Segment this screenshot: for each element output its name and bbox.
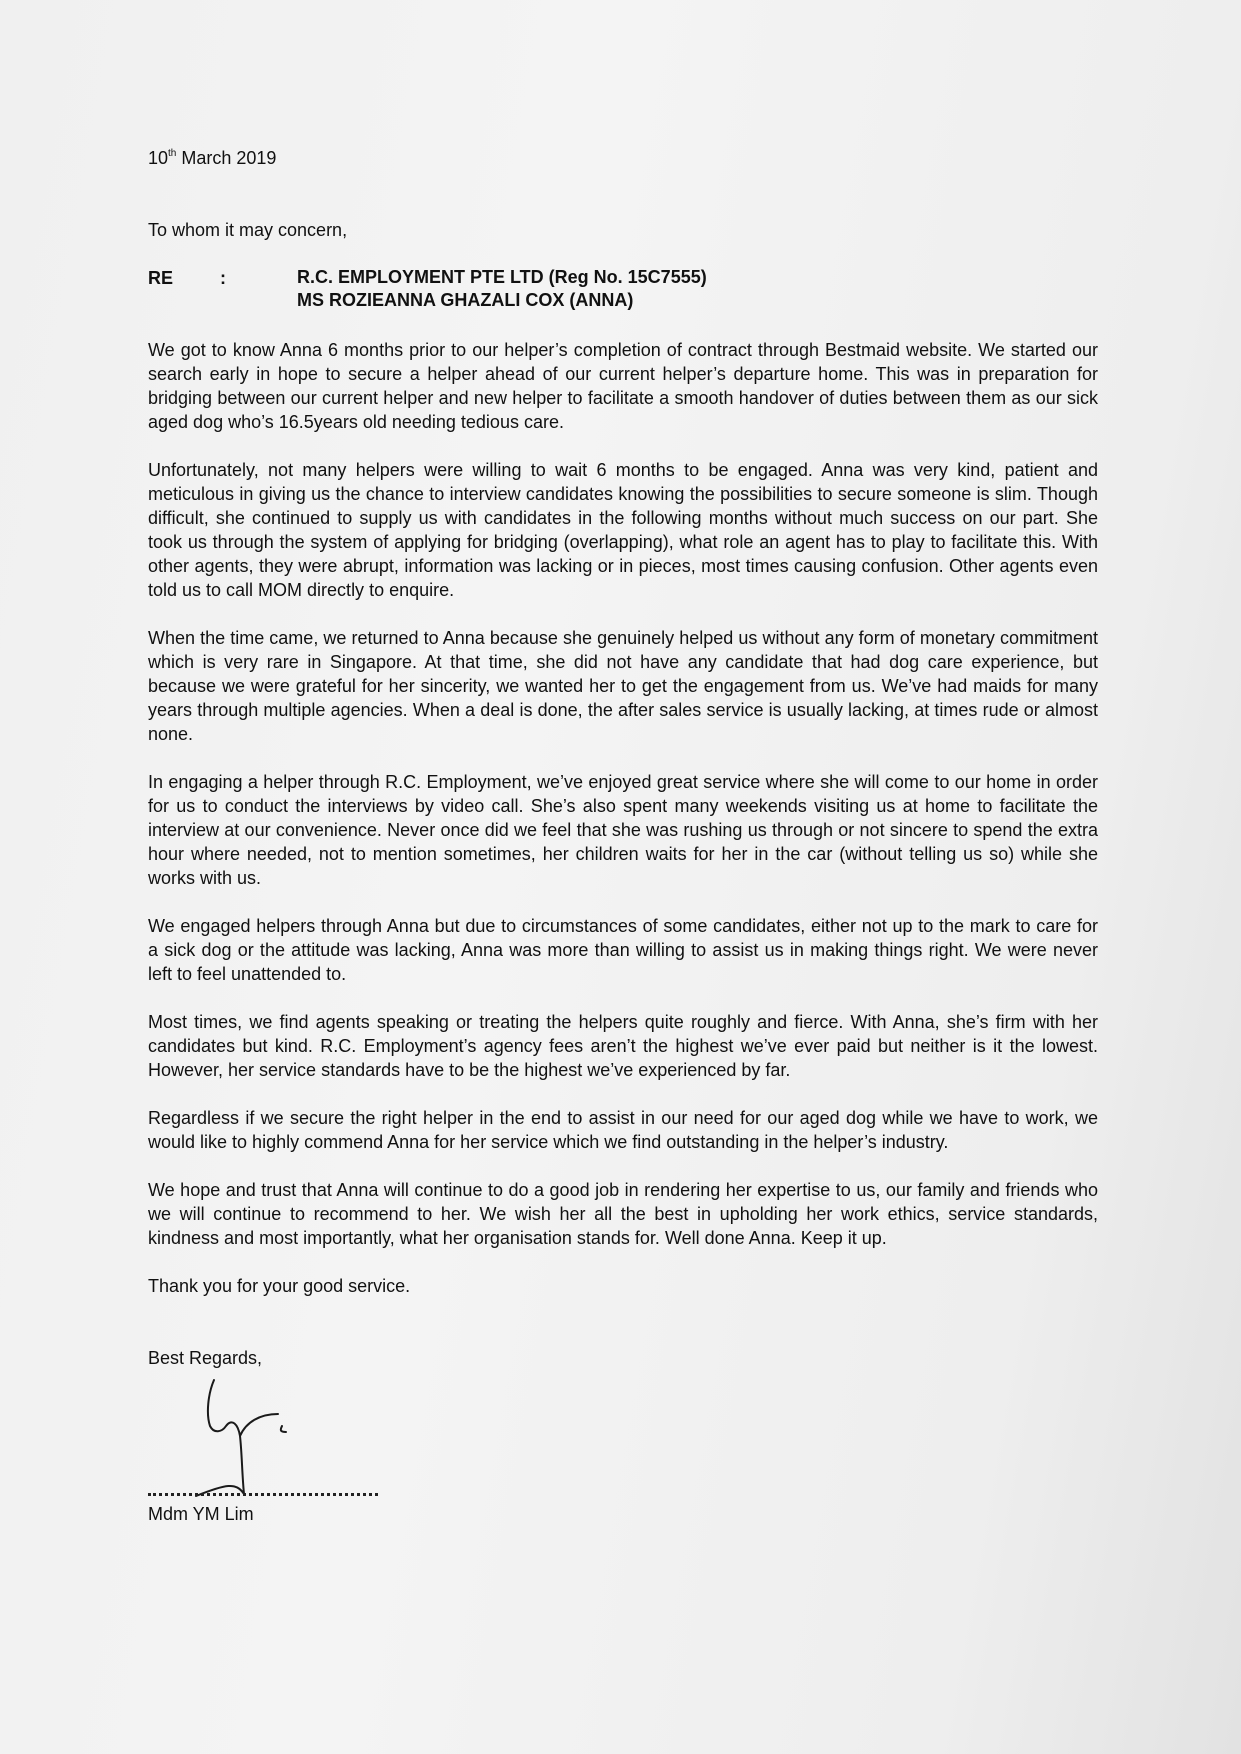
re-company-line: R.C. EMPLOYMENT PTE LTD (Reg No. 15C7555) <box>297 267 707 287</box>
thanks-line: Thank you for your good service. <box>148 1276 411 1296</box>
re-lines <box>297 266 707 312</box>
re-person-line: MS ROZIEANNA GHAZALI COX (ANNA) <box>297 290 634 310</box>
salutation: To whom it may concern, <box>148 220 348 240</box>
letter-date <box>148 146 1098 170</box>
subject-reference <box>148 266 1098 312</box>
paragraph-6: Most times, we find agents speaking or treating the helpers quite roughly and fierce. With Anna, she’s firm with her candidates but kind. R.C. Employment’s agency fees aren’t the highest we’ve ever paid but neither is it the lowest. However, her service standards have to be the highest we’ve experienced by far. <box>148 1012 1098 1080</box>
paragraph-4: In engaging a helper through R.C. Employment, we’ve enjoyed great service where she will come to our home in order for us to conduct the interviews by video call. She’s also spent many weekends visiting us at home to facilitate the interview at our convenience. Never once did we feel that she was rushing us through or not sincere to spend the extra hour where needed, not to mention sometimes, her children waits for her in the car (without telling us so) while she works with us. <box>148 772 1098 888</box>
paragraph-1: We got to know Anna 6 months prior to our helper’s completion of contract through Bestmaid website. We started our search early in hope to secure a helper ahead of our current helper’s departure home. This was in preparation for bridging between our current helper and new helper to facilitate a smooth handover of duties between them as our sick aged dog who’s 16.5years old needing tedious care. <box>148 340 1098 432</box>
paragraph-5: We engaged helpers through Anna but due to circumstances of some candidates, either not up to the mark to care for a sick dog or the attitude was lacking, Anna was more than willing to assist us in making things right. We were never left to feel unattended to. <box>148 916 1098 984</box>
paragraph-7: Regardless if we secure the right helper in the end to assist in our need for our aged dog while we have to work, we would like to highly commend Anna for her service which we find outstanding in the helper’s industry. <box>148 1108 1098 1152</box>
closing: Best Regards, <box>148 1348 263 1368</box>
paragraph-8: We hope and trust that Anna will continue to do a good job in rendering her expertise to us, our family and friends who we will continue to recommend to her. We wish her all the best in upholding her work ethics, service standards, kindness and most importantly, what her organisation stands for. Well done Anna. Keep it up. <box>148 1180 1098 1248</box>
signature-line <box>148 1493 378 1496</box>
signature <box>148 1374 388 1502</box>
signatory-name: Mdm YM Lim <box>148 1504 254 1524</box>
date-day: 10 <box>148 148 169 168</box>
paragraph-2: Unfortunately, not many helpers were willing to wait 6 months to be engaged. Anna was very kind, patient and meticulous in giving us the chance to interview candidates knowing the possibilities to secure someone is slim. Though difficult, she continued to supply us with candidates in the following months without much success on our part. She took us through the system of applying for bridging (overlapping), what role an agent has to play to facilitate this. With other agents, they were abrupt, information was lacking or in pieces, most times causing confusion. Other agents even told us to call MOM directly to enquire. <box>148 460 1098 600</box>
paragraph-3: When the time came, we returned to Anna because she genuinely helped us without any form of monetary commitment which is very rare in Singapore. At that time, she did not have any candidate that had dog care experience, but because we were grateful for her sincerity, we wanted her to get the engagement from us. We’ve had maids for many years through multiple agencies. When a deal is done, the after sales service is usually lacking, at times rude or almost none. <box>148 628 1098 744</box>
re-colon: : <box>220 268 226 288</box>
date-month-year: March 2019 <box>181 148 277 168</box>
date-suffix: th <box>168 148 177 159</box>
signature-scribble-icon <box>186 1374 316 1499</box>
letter-body <box>148 146 1098 1526</box>
re-label: RE <box>148 268 174 288</box>
